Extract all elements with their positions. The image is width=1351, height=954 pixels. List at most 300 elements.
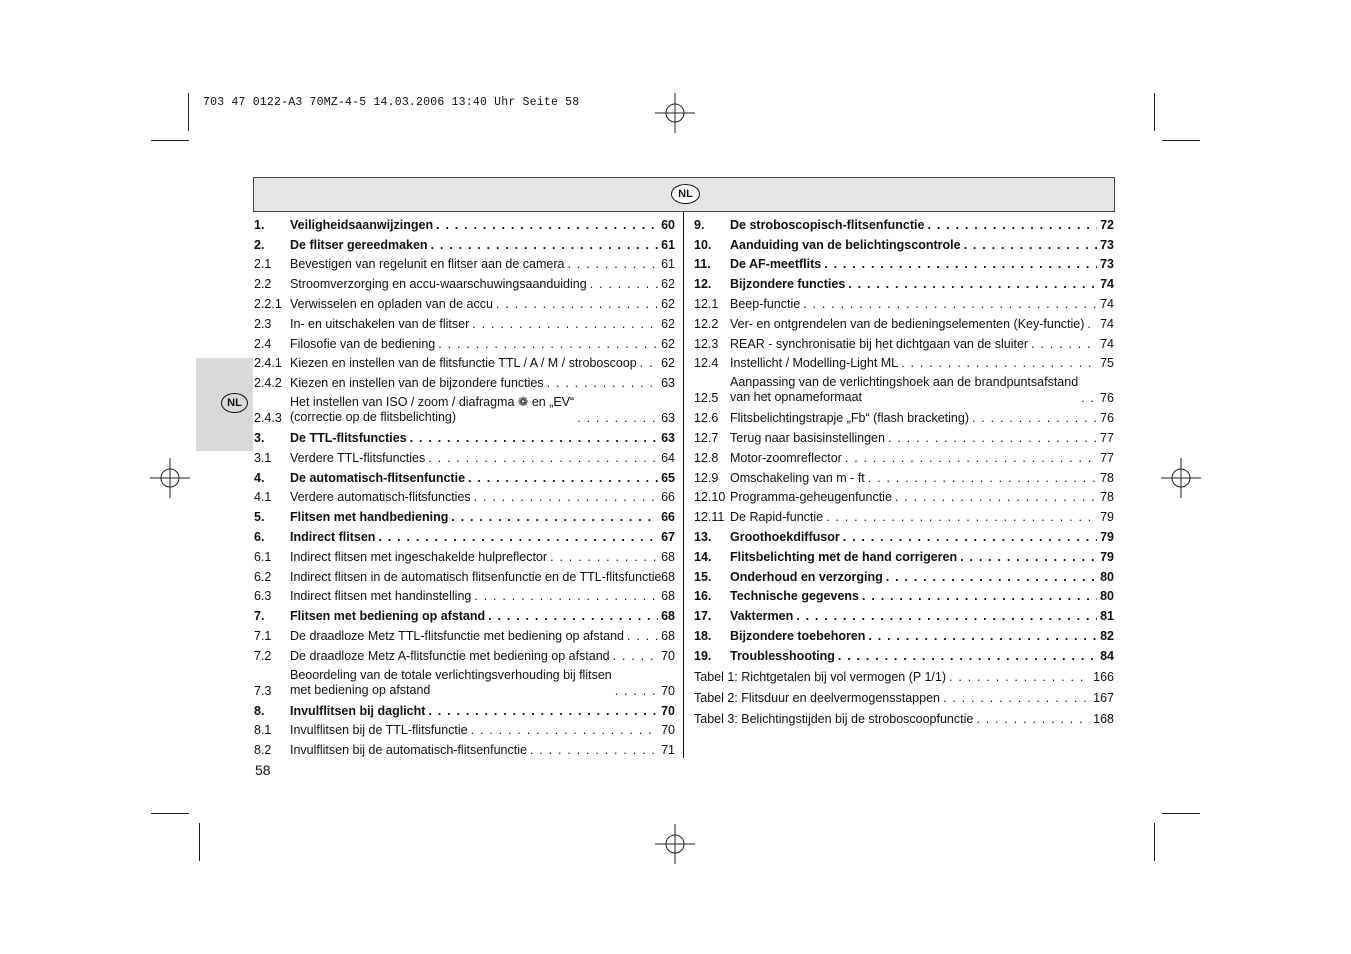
toc-entry-number: 7. — [254, 609, 265, 624]
toc-entry-page: 82 — [1100, 628, 1114, 643]
toc-entry-title: Troublesshooting — [730, 648, 835, 663]
toc-entry-title: Aanduiding van de belichtingscontrole — [730, 237, 961, 252]
toc-entry-title-wrap — [290, 490, 661, 504]
toc-entry-number: 2. — [254, 237, 265, 252]
toc-entry-title: Technische gegevens — [730, 589, 859, 604]
crop-mark — [188, 93, 189, 131]
toc-entry-number: 9. — [694, 217, 705, 232]
toc-entry-number: 7.3 — [254, 683, 272, 698]
toc-entry-page: 66 — [661, 490, 675, 505]
toc-entry-title: Beep-functie — [730, 296, 801, 311]
toc-entry-title: Indirect flitsen met handinstelling — [290, 589, 472, 604]
toc-dot-leader — [901, 356, 1097, 370]
toc-dot-leader — [824, 257, 1097, 271]
toc-dot-leader — [895, 490, 1097, 504]
toc-entry — [254, 664, 675, 699]
toc-entry-page: 74 — [1100, 296, 1114, 311]
toc-entry-title-wrap — [290, 629, 661, 643]
toc-entry-title: Indirect flitsen in de automatisch flitsenfunctie en de TTL-flitsfunctie — [290, 569, 662, 584]
toc-dot-leader — [972, 411, 1097, 425]
toc-entry — [254, 719, 675, 739]
toc-dot-leader — [848, 277, 1097, 291]
toc-dot-leader — [862, 589, 1097, 603]
toc-entry-title-wrap — [730, 411, 1100, 425]
toc-entry-title: De draadloze Metz A-flitsfunctie met bediening op afstand — [290, 648, 610, 663]
toc-entry — [694, 213, 1114, 233]
toc-entry-title: Veiligheidsaanwijzingen — [290, 217, 434, 232]
toc-entry-number: 17. — [694, 609, 712, 624]
toc-entry-number: 10. — [694, 237, 712, 252]
toc-dot-leader — [468, 471, 658, 485]
toc-entry-title-wrap — [290, 356, 661, 370]
toc-entry-title: Tabel 3: Belichtingstijden bij de stroboscoopfunctie — [694, 711, 974, 726]
toc-entry-number: 12.11 — [694, 510, 725, 525]
registration-mark-icon — [655, 824, 695, 864]
toc-entry-title-wrap — [730, 550, 1100, 564]
toc-entry-number: 8.1 — [254, 723, 272, 738]
toc-entry — [254, 565, 675, 585]
toc-entry-title: Kiezen en instellen van de flitsfunctie TTL / A / M / stroboscoop — [290, 356, 637, 371]
toc-entry-title-wrap — [290, 337, 661, 351]
toc-entry-title-wrap — [290, 530, 661, 544]
registration-mark-icon — [150, 458, 190, 498]
toc-entry-title: Verwisselen en opladen van de accu — [290, 296, 493, 311]
toc-entry-number: 6. — [254, 529, 265, 544]
toc-dot-leader — [471, 723, 658, 737]
registration-mark-icon — [1161, 458, 1201, 498]
toc-entry-number: 6.2 — [254, 569, 272, 584]
toc-entry — [694, 706, 1114, 727]
toc-entry-title-wrap — [730, 490, 1100, 504]
toc-entry-title-wrap — [290, 723, 661, 737]
toc-entry — [254, 505, 675, 525]
toc-entry-title-wrap — [290, 668, 661, 698]
toc-entry-page: 168 — [1093, 711, 1114, 726]
toc-entry-number: 12.1 — [694, 296, 719, 311]
toc-entry-page: 70 — [661, 648, 675, 663]
toc-entry-number: 18. — [694, 628, 712, 643]
toc-entry — [694, 585, 1114, 605]
toc-entry-page: 65 — [661, 470, 675, 485]
toc-entry-title: Verdere TTL-flitsfuncties — [290, 450, 426, 465]
toc-entry — [694, 332, 1114, 352]
toc-dot-leader — [472, 317, 658, 331]
toc-entry-title: Het instellen van ISO / zoom / diafragma ❁ en „EV“ — [290, 395, 575, 410]
toc-entry-title-continued: met bediening op afstand — [290, 682, 431, 697]
toc-entry-title: Beoordeling van de totale verlichtingsverhouding bij flitsen — [290, 667, 612, 682]
toc-entry-number: 14. — [694, 549, 712, 564]
crop-mark — [151, 813, 189, 814]
toc-entry-title: Kiezen en instellen van de bijzondere functies — [290, 376, 544, 391]
toc-entry-page: 73 — [1100, 257, 1114, 272]
toc-dot-leader — [964, 238, 1098, 252]
toc-entry — [254, 525, 675, 545]
toc-entry — [254, 272, 675, 292]
toc-entry-page: 62 — [661, 316, 675, 331]
toc-entry-page: 77 — [1100, 450, 1114, 465]
toc-dot-leader — [451, 510, 658, 524]
toc-entry-page: 63 — [661, 376, 675, 391]
toc-dot-leader — [845, 451, 1097, 465]
toc-entry-title-wrap — [290, 238, 661, 252]
toc-entry-title: Flitsbelichtingstrapje „Fb“ (flash bracketing) — [730, 411, 969, 426]
toc-entry-page: 78 — [1100, 470, 1114, 485]
toc-dot-leader — [530, 743, 658, 757]
toc-dot-leader — [1087, 317, 1097, 331]
toc-entry-page: 60 — [661, 217, 675, 232]
toc-entry-title: Onderhoud en verzorging — [730, 569, 883, 584]
toc-entry — [254, 446, 675, 466]
toc-entry — [694, 406, 1114, 426]
toc-entry — [254, 292, 675, 312]
toc-entry-title: De Rapid-functie — [730, 510, 824, 525]
toc-entry — [694, 565, 1114, 585]
crop-mark — [1154, 823, 1155, 861]
toc-entry-page: 63 — [661, 430, 675, 445]
toc-entry — [694, 426, 1114, 446]
toc-dot-leader — [888, 431, 1097, 445]
toc-entry-page: 77 — [1100, 430, 1114, 445]
toc-entry-page: 68 — [661, 549, 675, 564]
toc-entry-number: 1. — [254, 217, 265, 232]
toc-entry-page: 75 — [1100, 356, 1114, 371]
toc-dot-leader — [943, 691, 1090, 705]
toc-entry-number: 8. — [254, 703, 265, 718]
toc-dot-leader — [496, 297, 658, 311]
toc-entry-title: Vaktermen — [730, 609, 794, 624]
toc-entry — [694, 233, 1114, 253]
toc-entry-title: Groothoekdiffusor — [730, 529, 840, 544]
toc-entry-number: 12.8 — [694, 450, 719, 465]
toc-entry-page: 74 — [1100, 316, 1114, 331]
toc-entry-number: 12.10 — [694, 490, 726, 505]
toc-entry-number: 13. — [694, 529, 712, 544]
toc-entry — [254, 426, 675, 446]
toc-entry-title-wrap — [730, 609, 1100, 623]
toc-dot-leader — [927, 218, 1097, 232]
toc-entry-number: 8.2 — [254, 743, 272, 758]
toc-entry — [254, 233, 675, 253]
toc-entry-number: 12.3 — [694, 336, 719, 351]
crop-mark — [1154, 93, 1155, 131]
crop-mark — [1162, 813, 1200, 814]
toc-entry-title: Ver- en ontgrendelen van de bedieningselementen (Key-functie) — [730, 316, 1085, 331]
toc-entry — [694, 352, 1114, 372]
language-side-badge: NL — [221, 393, 248, 413]
toc-dot-leader — [577, 411, 658, 425]
toc-entry — [694, 486, 1114, 506]
toc-entry-page: 79 — [1100, 510, 1114, 525]
toc-dot-leader — [615, 684, 658, 698]
toc-dot-leader — [640, 356, 658, 370]
toc-entry-title-wrap — [290, 257, 661, 271]
page-number: 58 — [255, 762, 271, 778]
toc-entry-title-wrap — [694, 712, 1093, 726]
language-header-bar — [253, 177, 1115, 212]
toc-entry-title-wrap — [730, 629, 1100, 643]
toc-entry — [694, 624, 1114, 644]
toc-entry-title: Motor-zoomreflector — [730, 450, 842, 465]
toc-dot-leader — [826, 510, 1097, 524]
toc-dot-leader — [567, 257, 658, 271]
toc-entry-page: 167 — [1093, 690, 1114, 705]
toc-entry-page: 70 — [661, 703, 675, 718]
toc-dot-leader — [550, 550, 658, 564]
toc-entry-title-wrap — [730, 257, 1100, 271]
toc-entry-title-wrap — [730, 589, 1100, 603]
toc-entry-number: 2.4.3 — [254, 411, 282, 426]
toc-entry-title-wrap — [290, 451, 661, 465]
toc-entry-page: 63 — [661, 411, 675, 426]
toc-entry-title: Bevestigen van regelunit en flitser aan de camera — [290, 257, 565, 272]
language-side-tab — [196, 358, 253, 451]
toc-entry — [694, 604, 1114, 624]
toc-entry-title-wrap — [290, 376, 661, 390]
toc-entry-title: Flitsen met bediening op afstand — [290, 609, 486, 624]
toc-entry — [694, 685, 1114, 706]
toc-entry — [254, 213, 675, 233]
toc-dot-leader — [1031, 337, 1097, 351]
toc-entry-title-wrap — [730, 375, 1100, 405]
toc-dot-leader — [428, 451, 658, 465]
toc-entry-title-wrap — [290, 649, 661, 663]
toc-dot-leader — [796, 609, 1097, 623]
toc-entry-title: Flitsen met handbediening — [290, 510, 449, 525]
toc-entry — [694, 446, 1114, 466]
toc-entry — [254, 585, 675, 605]
toc-entry-title-lines — [290, 395, 574, 425]
toc-entry-page: 166 — [1093, 669, 1114, 684]
toc-entry-page: 67 — [661, 529, 675, 544]
toc-entry-title: Indirect flitsen met ingeschakelde hulpreflector — [290, 549, 548, 564]
toc-entry-title: Stroomverzorging en accu-waarschuwingsaanduiding — [290, 277, 587, 292]
toc-entry-title-wrap — [730, 451, 1100, 465]
toc-entry-title-wrap — [290, 570, 661, 584]
toc-entry — [694, 253, 1114, 273]
toc-entry-title-wrap — [290, 277, 661, 291]
toc-entry-title-wrap — [730, 471, 1100, 485]
toc-dot-leader — [474, 589, 658, 603]
toc-entry — [254, 253, 675, 273]
toc-entry-number: 12.5 — [694, 391, 719, 406]
toc-entry-title-lines — [730, 375, 1078, 405]
toc-entry-page: 61 — [661, 257, 675, 272]
toc-entry — [694, 292, 1114, 312]
toc-entry-number: 12. — [694, 277, 712, 292]
toc-entry-number: 6.1 — [254, 549, 272, 564]
toc-entry-title: Programma-geheugenfunctie — [730, 490, 892, 505]
registration-mark-icon — [655, 93, 695, 133]
toc-entry-number: 19. — [694, 648, 712, 663]
toc-entry-page: 71 — [661, 743, 675, 758]
toc-entry-page: 74 — [1100, 336, 1114, 351]
toc-entry-title-wrap — [730, 238, 1100, 252]
toc-entry-number: 7.1 — [254, 628, 272, 643]
toc-entry-title-wrap — [290, 471, 661, 485]
toc-entry-title-wrap — [290, 704, 661, 718]
toc-dot-leader — [868, 629, 1097, 643]
toc-entry — [694, 371, 1114, 406]
toc-entry-title-lines — [290, 668, 612, 698]
toc-entry-title: REAR - synchronisatie bij het dichtgaan van de sluiter — [730, 336, 1029, 351]
toc-entry-number: 3. — [254, 430, 265, 445]
print-slug-header: 703 47 0122-A3 70MZ-4-5 14.03.2006 13:40 Uhr Seite 58 — [203, 96, 580, 109]
toc-entry — [254, 332, 675, 352]
toc-right-column — [694, 213, 1114, 727]
toc-entry-title: Bijzondere functies — [730, 277, 846, 292]
toc-entry-title: Terug naar basisinstellingen — [730, 430, 885, 445]
toc-entry-title-wrap — [290, 431, 661, 445]
toc-entry-title-wrap — [290, 550, 661, 564]
toc-entry-page: 68 — [661, 589, 675, 604]
toc-entry-page: 76 — [1100, 391, 1114, 406]
toc-dot-leader — [488, 609, 658, 623]
toc-entry-page: 74 — [1100, 277, 1114, 292]
toc-entry-page: 68 — [661, 609, 675, 624]
toc-entry-title-wrap — [730, 317, 1100, 331]
toc-entry-number: 12.4 — [694, 356, 719, 371]
toc-entry — [694, 466, 1114, 486]
toc-entry-title-wrap — [290, 743, 661, 757]
toc-entry — [694, 312, 1114, 332]
toc-entry-number: 2.2 — [254, 277, 272, 292]
crop-mark — [1162, 140, 1200, 141]
toc-entry — [254, 699, 675, 719]
toc-entry-title-continued: van het opnameformaat — [730, 390, 863, 405]
toc-entry-title: De automatisch-flitsenfunctie — [290, 470, 466, 485]
toc-entry-number: 12.7 — [694, 430, 719, 445]
toc-entry-title-wrap — [290, 218, 661, 232]
toc-entry-title-wrap — [290, 510, 661, 524]
crop-mark — [151, 140, 189, 141]
toc-entry-title: De AF-meetflits — [730, 257, 822, 272]
toc-entry-title: Invulflitsen bij de TTL-flitsfunctie — [290, 723, 468, 738]
toc-entry — [694, 644, 1114, 664]
toc-dot-leader — [590, 277, 658, 291]
toc-dot-leader — [843, 530, 1097, 544]
toc-entry-number: 12.6 — [694, 411, 719, 426]
toc-entry-title-wrap — [730, 649, 1100, 663]
toc-entry-title-wrap — [694, 691, 1093, 705]
toc-entry-title: Omschakeling van m - ft — [730, 470, 865, 485]
toc-entry — [694, 505, 1114, 525]
toc-entry-title: Aanpassing van de verlichtingshoek aan de brandpuntsafstand — [730, 375, 1079, 390]
toc-entry — [254, 738, 675, 758]
toc-entry — [254, 371, 675, 391]
toc-entry-title: Tabel 1: Richtgetalen bij vol vermogen (P 1/1) — [694, 669, 946, 684]
toc-entry — [694, 272, 1114, 292]
crop-mark — [199, 823, 200, 861]
toc-entry-title: Filosofie van de bediening — [290, 336, 436, 351]
toc-entry — [254, 624, 675, 644]
toc-entry-title: Instellicht / Modelling-Light ML — [730, 356, 899, 371]
toc-entry — [254, 604, 675, 624]
toc-dot-leader — [960, 550, 1097, 564]
toc-dot-leader — [431, 238, 659, 252]
toc-entry-page: 68 — [661, 628, 675, 643]
toc-entry-page: 61 — [661, 237, 675, 252]
toc-entry-title-wrap — [730, 337, 1100, 351]
toc-entry — [694, 525, 1114, 545]
toc-dot-leader — [976, 712, 1090, 726]
toc-entry-number: 2.1 — [254, 257, 272, 272]
toc-entry-title-wrap — [290, 589, 661, 603]
toc-entry-title-wrap — [730, 431, 1100, 445]
toc-entry-title-wrap — [290, 297, 661, 311]
toc-dot-leader — [428, 704, 658, 718]
toc-entry-number: 15. — [694, 569, 712, 584]
toc-entry-page: 81 — [1100, 609, 1114, 624]
toc-entry-page: 79 — [1100, 529, 1114, 544]
toc-entry — [254, 391, 675, 426]
toc-entry-page: 78 — [1100, 490, 1114, 505]
toc-dot-leader — [868, 471, 1097, 485]
toc-entry-number: 11. — [694, 257, 711, 272]
toc-entry-number: 2.2.1 — [254, 296, 282, 311]
toc-entry-number: 3.1 — [254, 450, 272, 465]
toc-entry-page: 73 — [1100, 237, 1114, 252]
toc-entry-title: Invulflitsen bij de automatisch-flitsenfunctie — [290, 743, 527, 758]
toc-dot-leader — [436, 218, 658, 232]
toc-entry — [254, 312, 675, 332]
toc-dot-leader — [803, 297, 1097, 311]
toc-entry-title: Bijzondere toebehoren — [730, 628, 866, 643]
toc-entry-title-wrap — [730, 510, 1100, 524]
toc-dot-leader — [886, 570, 1097, 584]
toc-entry-page: 70 — [661, 723, 675, 738]
toc-entry-page: 62 — [661, 296, 675, 311]
toc-entry-title-wrap — [730, 277, 1100, 291]
toc-entry-number: 16. — [694, 589, 712, 604]
toc-entry-number: 7.2 — [254, 648, 272, 663]
toc-entry-title-wrap — [730, 356, 1100, 370]
toc-entry — [254, 644, 675, 664]
toc-entry-page: 62 — [661, 356, 675, 371]
toc-entry-title-wrap — [730, 218, 1100, 232]
toc-entry-page: 66 — [661, 510, 675, 525]
toc-entry — [694, 664, 1114, 685]
toc-dot-leader — [1081, 391, 1097, 405]
toc-entry-number: 2.4.2 — [254, 376, 282, 391]
toc-entry-page: 84 — [1100, 648, 1114, 663]
toc-entry — [254, 352, 675, 372]
toc-entry-number: 4.1 — [254, 490, 272, 505]
toc-entry-page: 80 — [1100, 589, 1114, 604]
toc-entry-page: 70 — [661, 683, 675, 698]
toc-entry-title: De draadloze Metz TTL-flitsfunctie met bediening op afstand — [290, 628, 624, 643]
toc-entry-title-wrap — [730, 570, 1100, 584]
toc-entry-page: 62 — [661, 336, 675, 351]
toc-entry-title-wrap — [290, 609, 661, 623]
toc-entry-number: 2.4.1 — [254, 356, 282, 371]
toc-entry — [254, 486, 675, 506]
toc-dot-leader — [438, 337, 658, 351]
toc-dot-leader — [613, 649, 658, 663]
toc-entry-number: 6.3 — [254, 589, 272, 604]
toc-entry — [254, 466, 675, 486]
toc-entry-page: 68 — [661, 569, 675, 584]
toc-entry-title: De flitser gereedmaken — [290, 237, 428, 252]
toc-dot-leader — [410, 431, 658, 445]
language-badge: NL — [671, 184, 700, 204]
toc-entry-title: De stroboscopisch-flitsenfunctie — [730, 217, 925, 232]
toc-entry-title: Tabel 2: Flitsduur en deelvermogensstappen — [694, 690, 940, 705]
toc-entry-title-wrap — [730, 297, 1100, 311]
toc-entry-title: Invulflitsen bij daglicht — [290, 703, 426, 718]
toc-entry-page: 72 — [1100, 217, 1114, 232]
column-divider — [683, 212, 684, 758]
toc-dot-leader — [474, 490, 658, 504]
